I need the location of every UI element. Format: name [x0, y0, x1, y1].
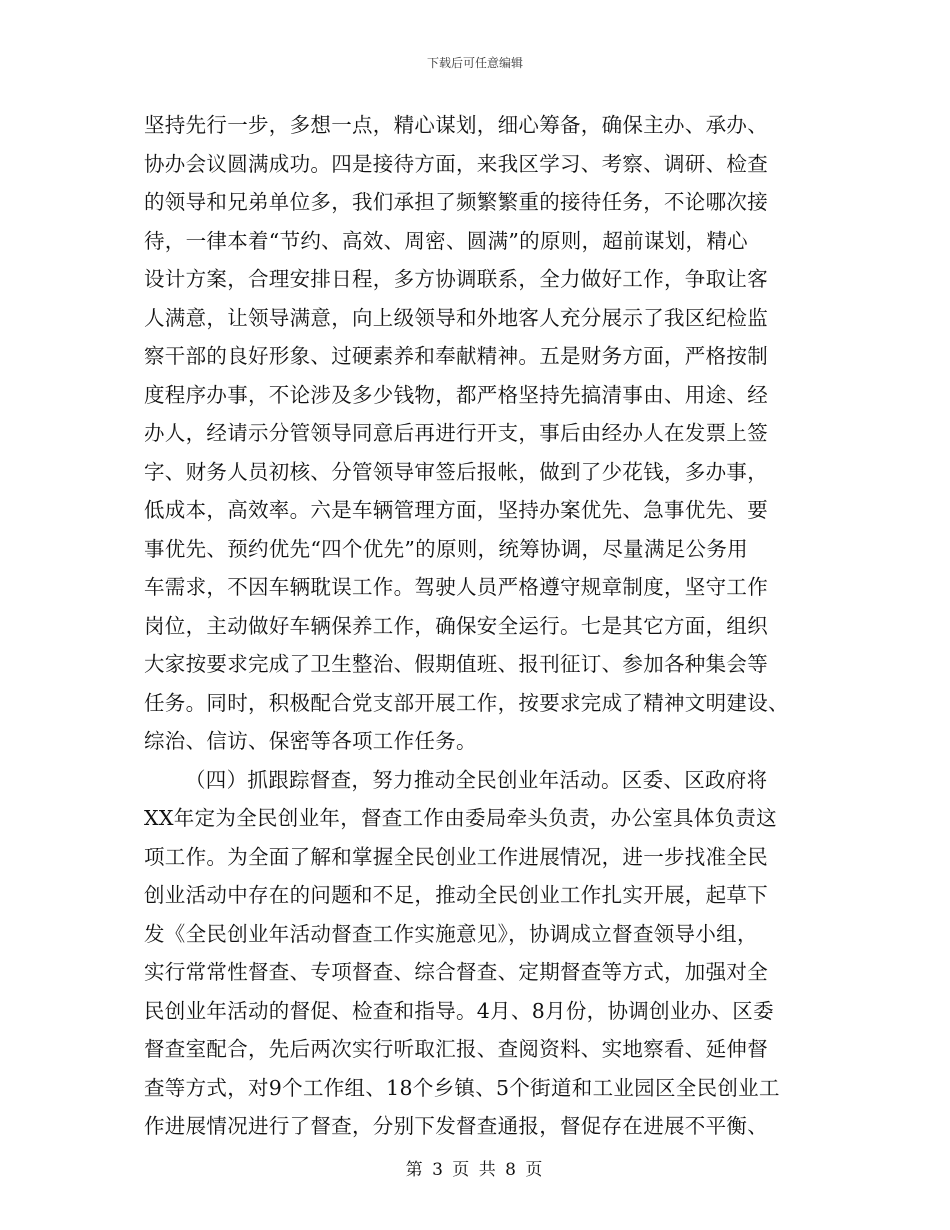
text-line: 查等方式，对9个工作组、18个乡镇、5个街道和工业园区全民创业工: [144, 1075, 780, 1100]
text-line: 人满意，让领导满意，向上级领导和外地客人充分展示了我区纪检监: [144, 305, 768, 330]
document-body: [144, 106, 814, 1146]
text-line: 发《全民创业年活动督查工作实施意见》，协调成立督查领导小组，: [144, 921, 758, 946]
text-line: 低成本，高效率。六是车辆管理方面，坚持办案优先、急事优先、要: [144, 498, 768, 522]
text-line: 设计方案，合理安排日程，多方协调联系，全力做好工作，争取让客: [144, 267, 768, 291]
text-line: 实行常常性督查、专项督查、综合督查、定期督查等方式，加强对全: [144, 960, 768, 984]
text-line: 协办会议圆满成功。四是接待方面，来我区学习、考察、调研、检查: [144, 151, 768, 176]
text-line: 创业活动中存在的问题和不足，推动全民创业工作扎实开展，起草下: [144, 883, 768, 907]
text-line: 综治、信访、保密等各项工作任务。: [144, 729, 477, 753]
text-line: 度程序办事，不论涉及多少钱物，都严格坚持先搞清事由、用途、经: [144, 382, 768, 407]
text-line: 项工作。为全面了解和掌握全民创业工作进展情况，进一步找准全民: [144, 844, 768, 869]
text-line: 坚持先行一步，多想一点，精心谋划，细心筹备，确保主办、承办、: [144, 113, 768, 137]
text-line: 民创业年活动的督促、检查和指导。4月、8月份，协调创业办、区委: [144, 998, 774, 1023]
text-line: 任务。同时，积极配合党支部开展工作，按要求完成了精神文明建设、: [144, 690, 789, 715]
text-line: 作进展情况进行了督查，分别下发督查通报，督促存在进展不平衡、: [144, 1114, 768, 1138]
text-line: 办人，经请示分管领导同意后再进行开支，事后由经办人在发票上签: [144, 421, 768, 445]
page-header: 下载后可任意编辑: [426, 56, 523, 70]
page-number-footer: 第 3 页 共 8 页: [405, 1160, 545, 1180]
text-line: 待，一律本着“节约、高效、周密、圆满”的原则，超前谋划，精心: [144, 228, 748, 253]
text-line: 字、财务人员初核、分管领导审签后报帐，做到了少花钱，多办事，: [144, 459, 768, 484]
text-line: 车需求，不因车辆耽误工作。驾驶人员严格遵守规章制度，坚守工作: [144, 575, 768, 599]
text-line: 大家按要求完成了卫生整治、假期值班、报刊征订、参加各种集会等: [144, 652, 768, 676]
text-line: 岗位，主动做好车辆保养工作，确保安全运行。七是其它方面，组织: [144, 613, 768, 638]
text-line: 的领导和兄弟单位多，我们承担了频繁繁重的接待任务，不论哪次接: [144, 190, 768, 214]
text-line: XX年定为全民创业年，督查工作由委局牵头负责，办公室具体负责这: [144, 806, 777, 830]
text-line: 察干部的良好形象、过硬素养和奉献精神。五是财务方面，严格按制: [144, 344, 768, 368]
text-line: 督查室配合，先后两次实行听取汇报、查阅资料、实地察看、延伸督: [144, 1037, 768, 1061]
section-heading-line: （四）抓跟踪督查，努力推动全民创业年活动。区委、区政府将: [185, 767, 768, 792]
text-line: 事优先、预约优先“四个优先”的原则，统筹协调，尽量满足公务用: [144, 536, 748, 561]
